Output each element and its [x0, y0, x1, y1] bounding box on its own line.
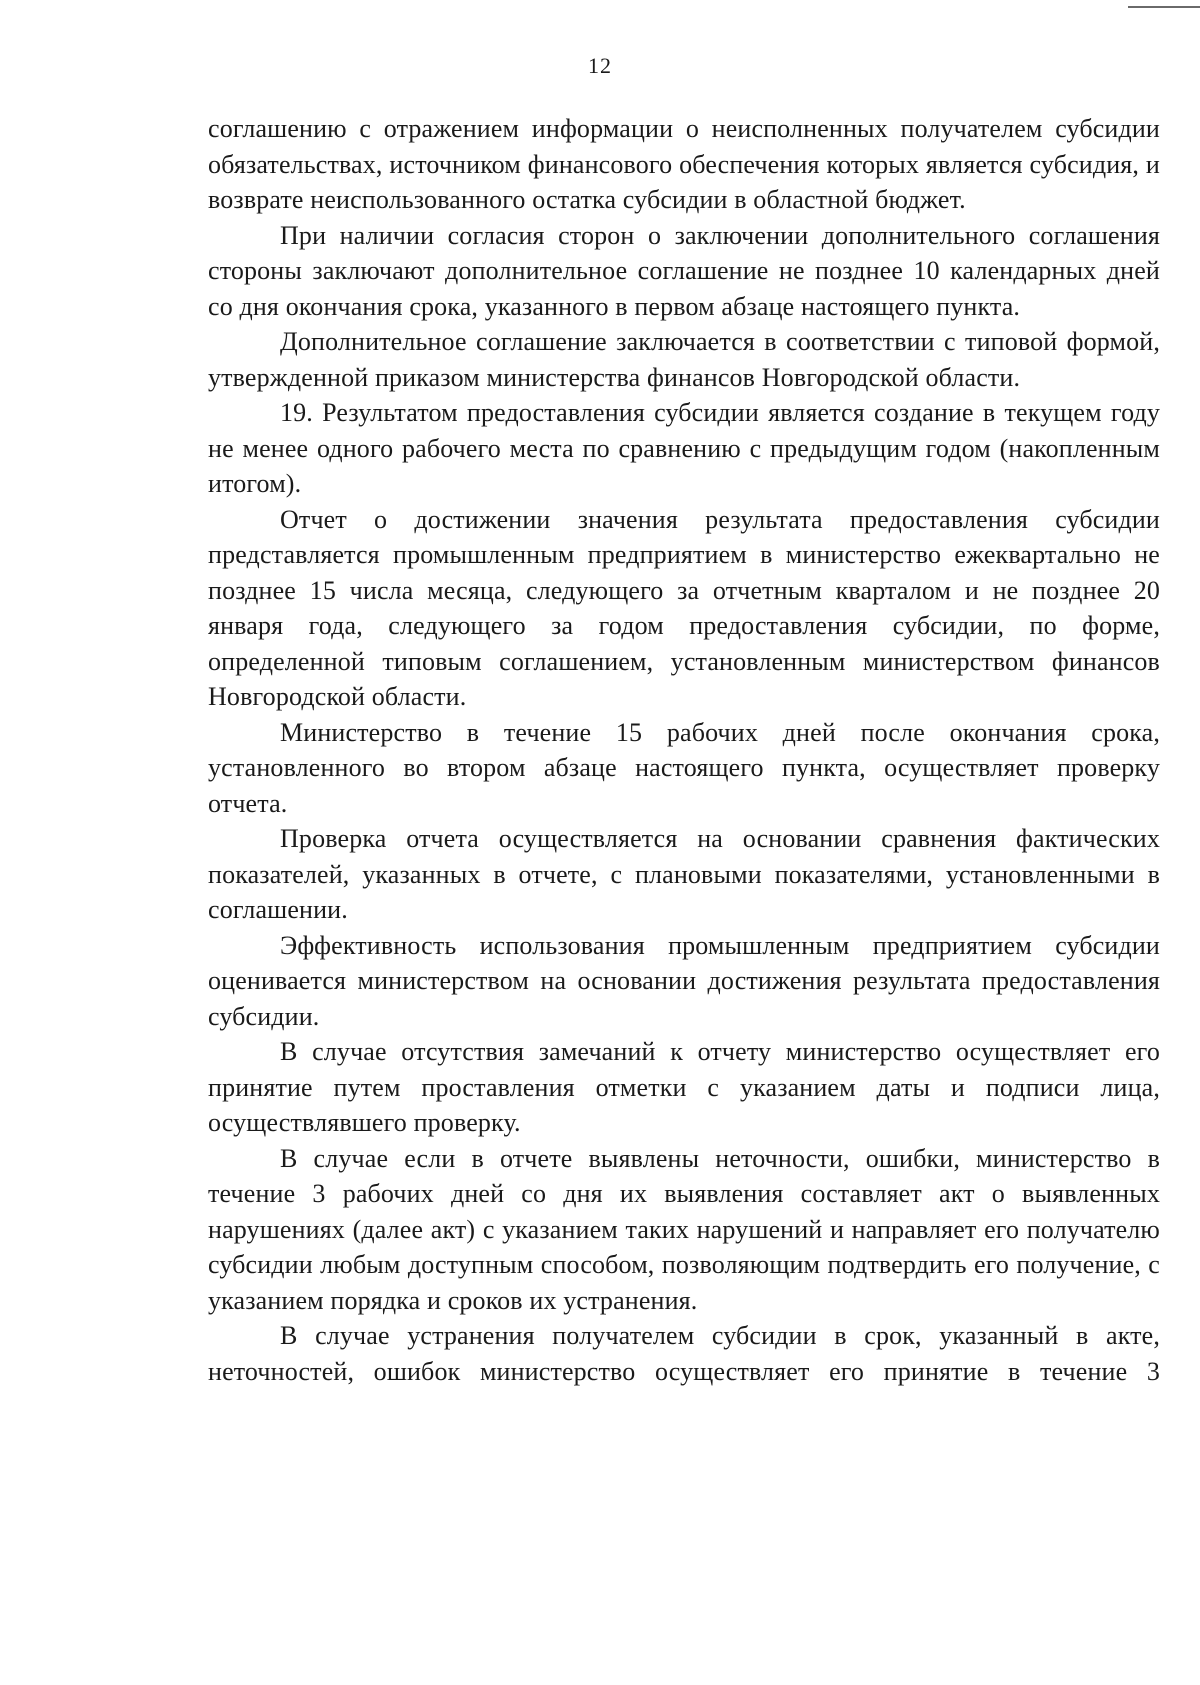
paragraph-item-19-result: 19. Результатом предоставления субсидии является создание в текущем году не менее одного рабочего места по сравнению с предыдущим годом (накопленным итогом). [208, 398, 1160, 498]
page-number: 12 [588, 53, 612, 78]
paragraph-report-acceptance: В случае отсутствия замечаний к отчету министерство осуществляет его принятие путем проставления отметки с указанием даты и подписи лица, осуществлявшего проверку. [208, 1037, 1160, 1137]
paragraph-additional-agreement-form: Дополнительное соглашение заключается в соответствии с типовой формой, утвержденной приказом министерства финансов Новгородской области. [208, 327, 1160, 392]
paragraph-report-submission: Отчет о достижении значения результата предоставления субсидии представляется промышленным предприятием в министерство ежеквартально не позднее 15 числа месяца, следующего за отчетным кварталом и не позднее 20 января года, следующего за годом предоставления субсидии, по форме, определенной типовым соглашением, установленным министерством финансов Новгородской области. [208, 504, 1160, 711]
document-body [208, 111, 1160, 1389]
paragraph-additional-agreement-consent: При наличии согласия сторон о заключении дополнительного соглашения стороны заключают дополнительное соглашение не позднее 10 календарных дней со дня окончания срока, указанного в первом абзаце настоящего пункта. [208, 220, 1160, 321]
paragraph-violations-fixed: В случае устранения получателем субсидии в срок, указанный в акте, неточностей, ошибок министерство осуществляет его принятие в течение 3 [208, 1321, 1160, 1386]
paragraph-efficiency: Эффективность использования промышленным предприятием субсидии оценивается министерством на основании достижения результата предоставления субсидии. [208, 930, 1160, 1031]
paragraph-violations-act: В случае если в отчете выявлены неточности, ошибки, министерство в течение 3 рабочих дней со дня их выявления составляет акт о выявленных нарушениях (далее акт) с указанием таких нарушений и направляет его получателю субсидии любым доступным способом, позволяющим подтвердить его получение, с указанием порядка и сроков их устранения. [208, 1143, 1160, 1315]
corner-rule [1128, 6, 1200, 8]
paragraph-report-check-deadline: Министерство в течение 15 рабочих дней после окончания срока, установленного во втором абзаце настоящего пункта, осуществляет проверку отчета. [208, 717, 1160, 818]
paragraph-continuation: соглашению с отражением информации о неисполненных получателем субсидии обязательствах, источником финансового обеспечения которых является субсидия, и возврате неиспользованного остатка субсидии в областной бюджет. [208, 114, 1160, 214]
paragraph-report-check-method: Проверка отчета осуществляется на основании сравнения фактических показателей, указанных в отчете, с плановыми показателями, установленными в соглашении. [208, 824, 1160, 924]
